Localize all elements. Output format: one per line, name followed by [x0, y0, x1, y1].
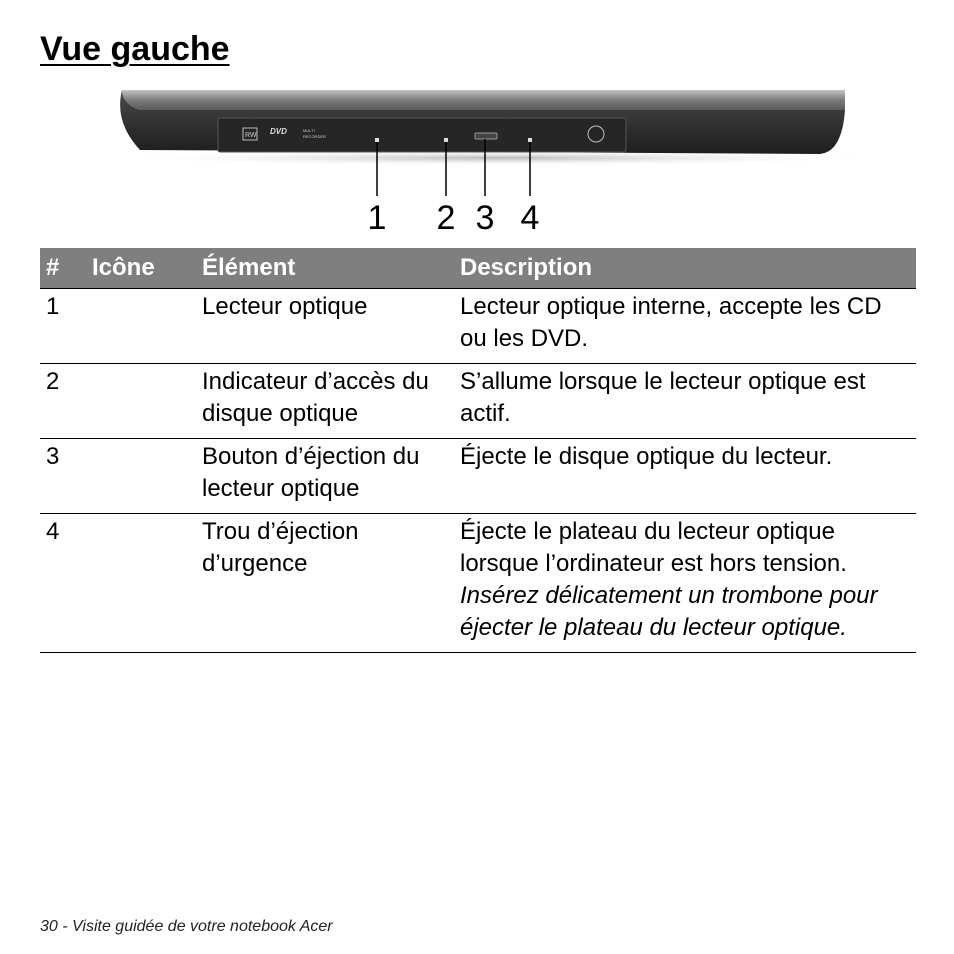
- laptop-left-side-figure: [100, 82, 890, 247]
- header-icon: Icône: [86, 248, 196, 289]
- callout-number-3: 3: [475, 199, 495, 237]
- row-num: 4: [40, 514, 86, 653]
- row-description: S’allume lorsque le lecteur optique est actif.: [460, 368, 866, 427]
- components-table: [40, 248, 916, 653]
- multi-logo-text: MULTI: [303, 128, 315, 133]
- table-row: [40, 364, 916, 439]
- row-num: 3: [40, 439, 86, 514]
- table-row: [40, 289, 916, 364]
- row-description-cell: [454, 514, 916, 653]
- header-num: #: [40, 248, 86, 289]
- row-element: Lecteur optique: [196, 289, 454, 364]
- callout-marker-2: [444, 138, 448, 142]
- eject-button: [475, 133, 497, 139]
- page-title: Vue gauche: [40, 30, 230, 68]
- row-note: Insérez délicatement un trombone pour éjecter le plateau du lecteur optique.: [460, 582, 878, 641]
- row-description: Éjecte le plateau du lecteur optique lorsque l’ordinateur est hors tension.: [460, 518, 847, 577]
- row-description: Lecteur optique interne, accepte les CD ou les DVD.: [460, 293, 882, 352]
- row-num: 1: [40, 289, 86, 364]
- lid-edge: [122, 90, 845, 110]
- row-element: Bouton d’éjection du lecteur optique: [196, 439, 454, 514]
- dvd-logo-text: DVD: [270, 127, 287, 136]
- row-element: Trou d’éjection d’urgence: [196, 514, 454, 653]
- callout-marker-1: [375, 138, 379, 142]
- row-element: Indicateur d’accès du disque optique: [196, 364, 454, 439]
- row-icon: [86, 439, 196, 514]
- table-header-row: [40, 248, 916, 289]
- recorder-logo-text: RECORDER: [303, 134, 326, 139]
- callout-number-1: 1: [367, 199, 387, 237]
- callout-number-2: 2: [436, 199, 456, 237]
- rw-logo-text: RW: [245, 132, 257, 139]
- page-footer: 30 - Visite guidée de votre notebook Acer: [40, 918, 333, 935]
- callout-marker-4: [528, 138, 532, 142]
- row-num: 2: [40, 364, 86, 439]
- row-icon: [86, 364, 196, 439]
- callout-number-4: 4: [520, 199, 540, 237]
- row-description-cell: [454, 439, 916, 514]
- header-element: Élément: [196, 248, 454, 289]
- row-icon: [86, 514, 196, 653]
- row-icon: [86, 289, 196, 364]
- row-description-cell: [454, 364, 916, 439]
- row-description-cell: [454, 289, 916, 364]
- header-description: Description: [454, 248, 916, 289]
- table-row: [40, 439, 916, 514]
- row-description: Éjecte le disque optique du lecteur.: [460, 443, 833, 470]
- table-row: [40, 514, 916, 653]
